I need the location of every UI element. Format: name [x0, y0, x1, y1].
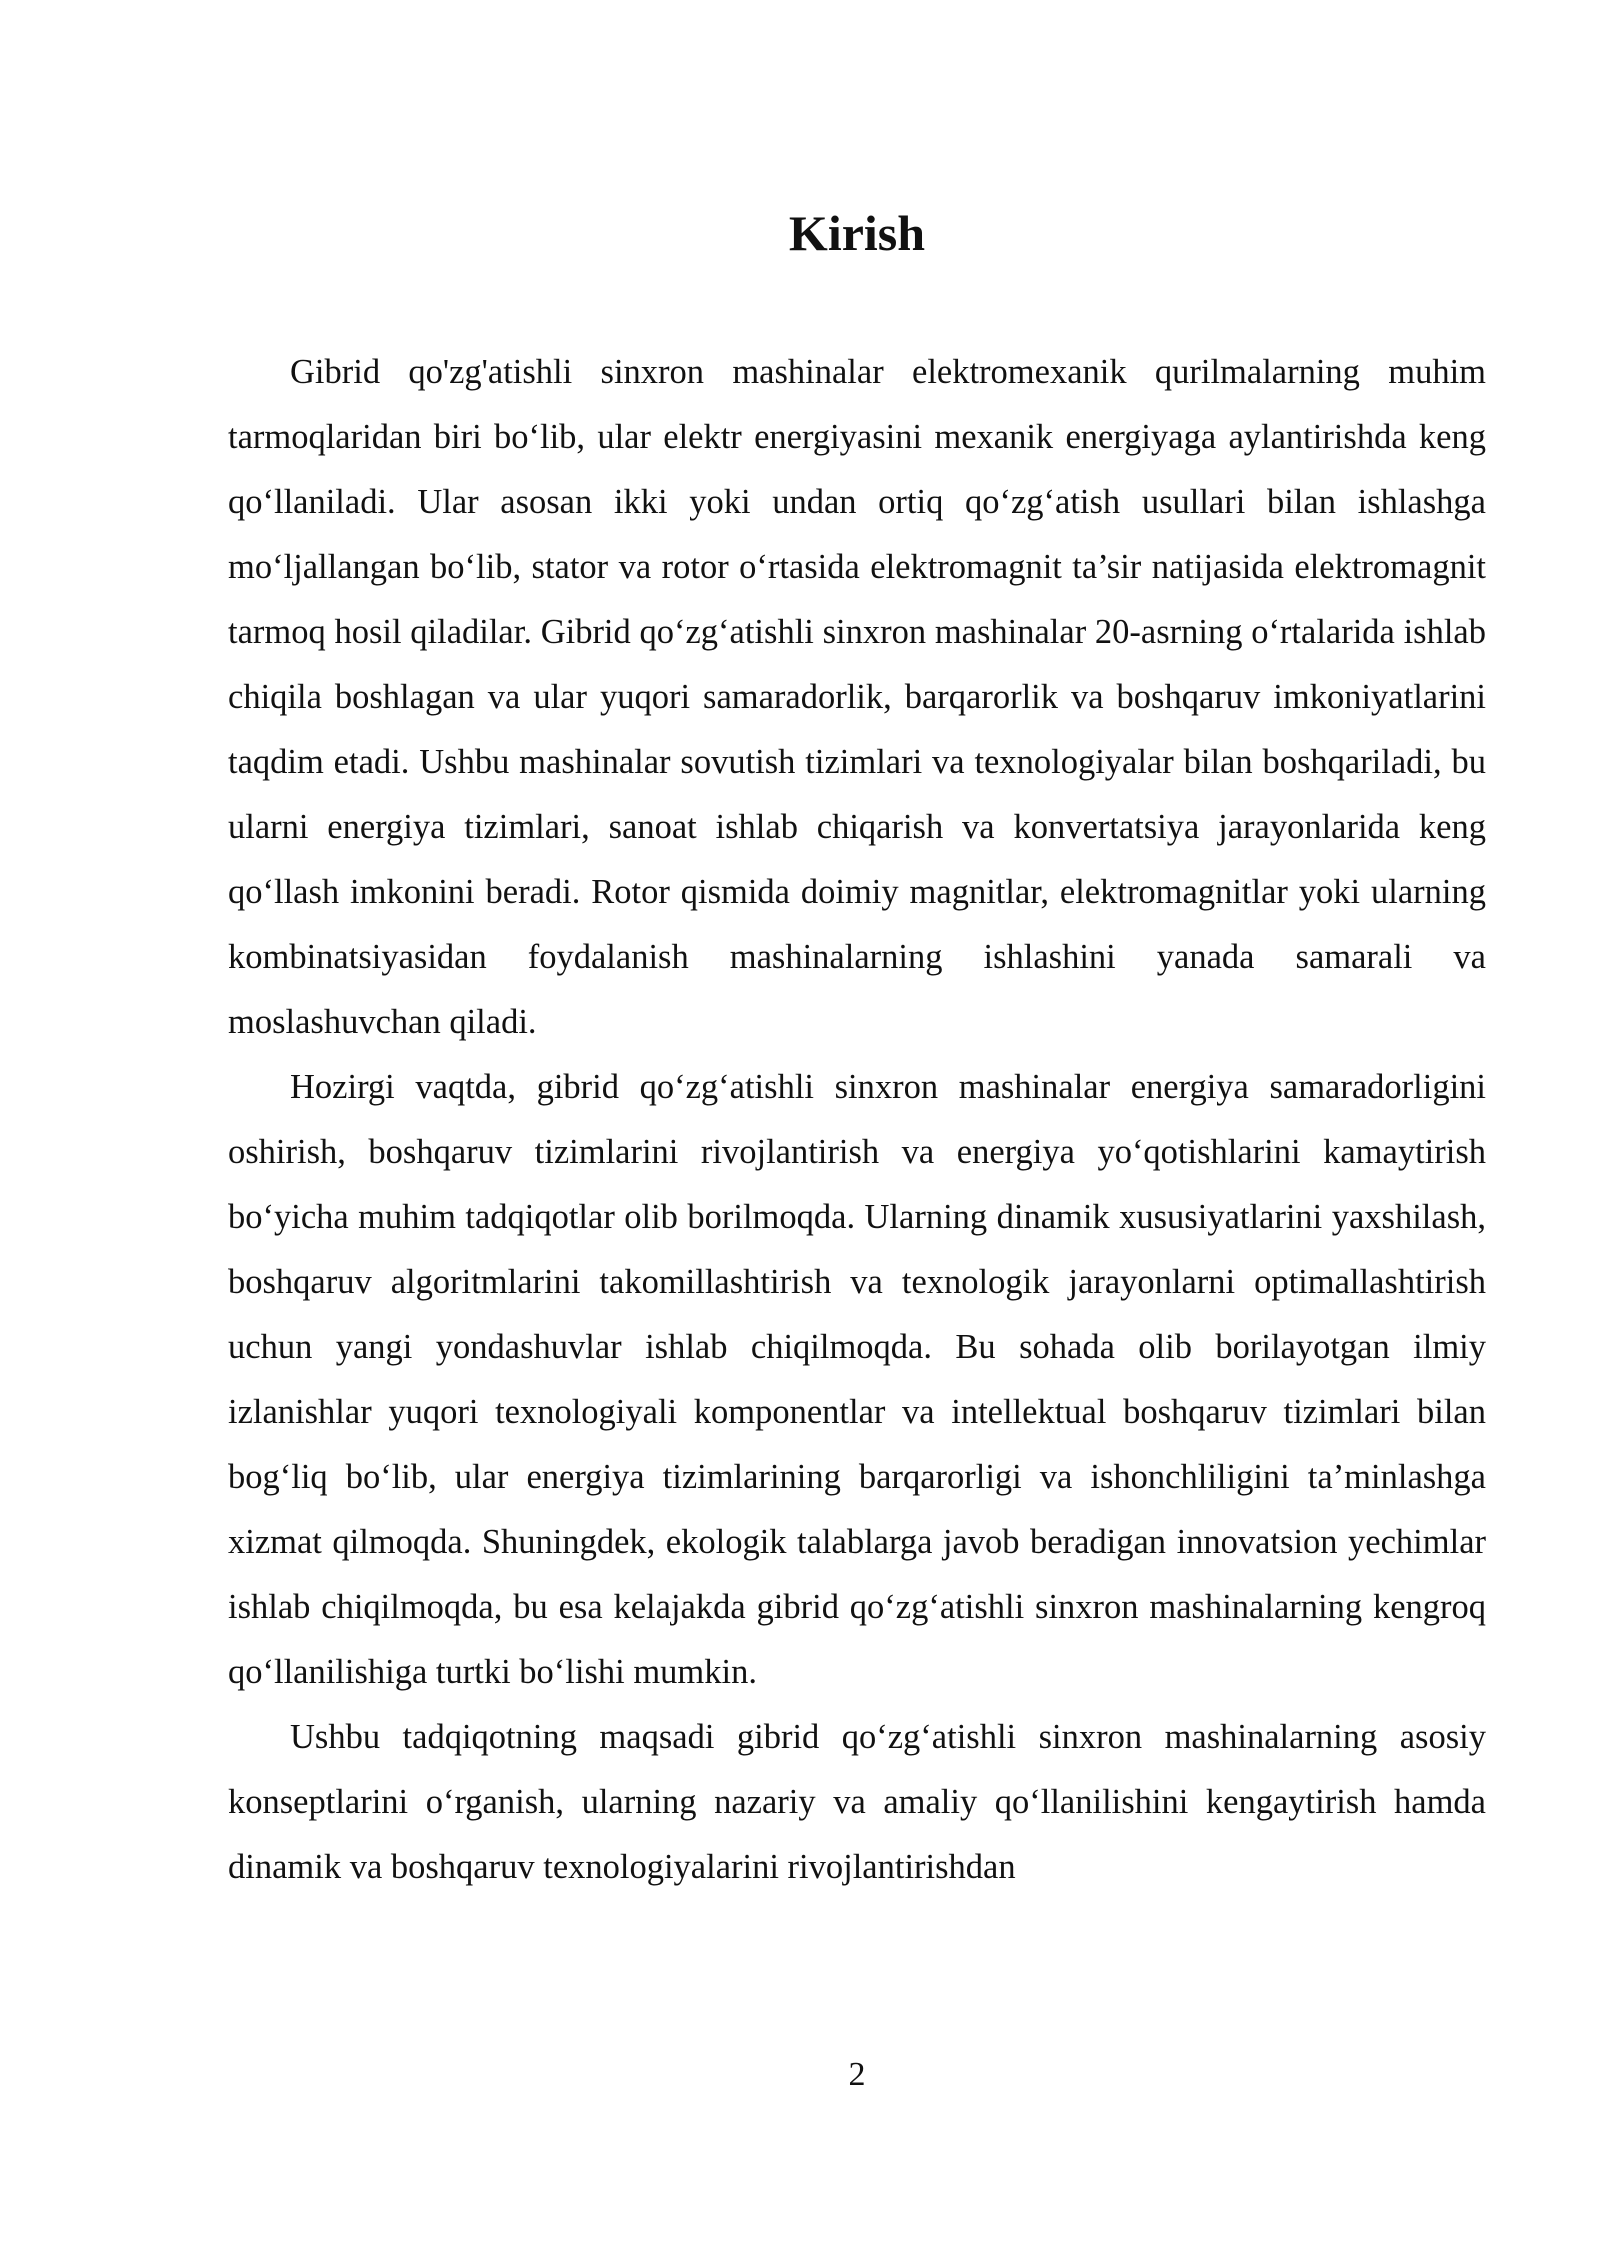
page-number: 2	[848, 2056, 866, 2093]
document-body	[228, 340, 1486, 1900]
paragraph-current-research: Hozirgi vaqtda, gibrid qo‘zg‘atishli sinxron mashinalar energiya samaradorligini oshirish, boshqaruv tizimlarini rivojlantirish va energiya yo‘qotishlarini kamaytirish bo‘yicha muhim tadqiqotlar olib borilmoqda. Ularning dinamik xususiyatlarini yaxshilash, boshqaruv algoritmlarini takomillashtirish va texnologik jarayonlarni optimallashtirish uchun yangi yondashuvlar ishlab chiqilmoqda. Bu sohada olib borilayotgan ilmiy izlanishlar yuqori texnologiyali komponentlar va intellektual boshqaruv tizimlari bilan bog‘liq bo‘lib, ular energiya tizimlarining barqarorligi va ishonchliligini ta’minlashga xizmat qilmoqda. Shuningdek, ekologik talablarga javob beradigan innovatsion yechimlar ishlab chiqilmoqda, bu esa kelajakda gibrid qo‘zg‘atishli sinxron mashinalarning kengroq qo‘llanilishiga turtki bo‘lishi mumkin.	[228, 1068, 1486, 1691]
paragraph-research-goal: Ushbu tadqiqotning maqsadi gibrid qo‘zg‘atishli sinxron mashinalarning asosiy konseptlarini o‘rganish, ularning nazariy va amaliy qo‘llanilishini kengaytirish hamda dinamik va boshqaruv texnologiyalarini rivojlantirishdan	[228, 1718, 1486, 1886]
paragraph-introduction: Gibrid qo'zg'atishli sinxron mashinalar elektromexanik qurilmalarning muhim tarmoqlaridan biri bo‘lib, ular elektr energiyasini mexanik energiyaga aylantirishda keng qo‘llaniladi. Ular asosan ikki yoki undan ortiq qo‘zg‘atish usullari bilan ishlashga mo‘ljallangan bo‘lib, stator va rotor o‘rtasida elektromagnit ta’sir natijasida elektromagnit tarmoq hosil qiladilar. Gibrid qo‘zg‘atishli sinxron mashinalar 20-asrning o‘rtalarida ishlab chiqila boshlagan va ular yuqori samaradorlik, barqarorlik va boshqaruv imkoniyatlarini taqdim etadi. Ushbu mashinalar sovutish tizimlari va texnologiyalar bilan boshqariladi, bu ularni energiya tizimlari, sanoat ishlab chiqarish va konvertatsiya jarayonlarida keng qo‘llash imkonini beradi. Rotor qismida doimiy magnitlar, elektromagnitlar yoki ularning kombinatsiyasidan foydalanish mashinalarning ishlashini yanada samarali va moslashuvchan qiladi.	[228, 353, 1486, 1041]
page-title: Kirish	[788, 205, 926, 261]
